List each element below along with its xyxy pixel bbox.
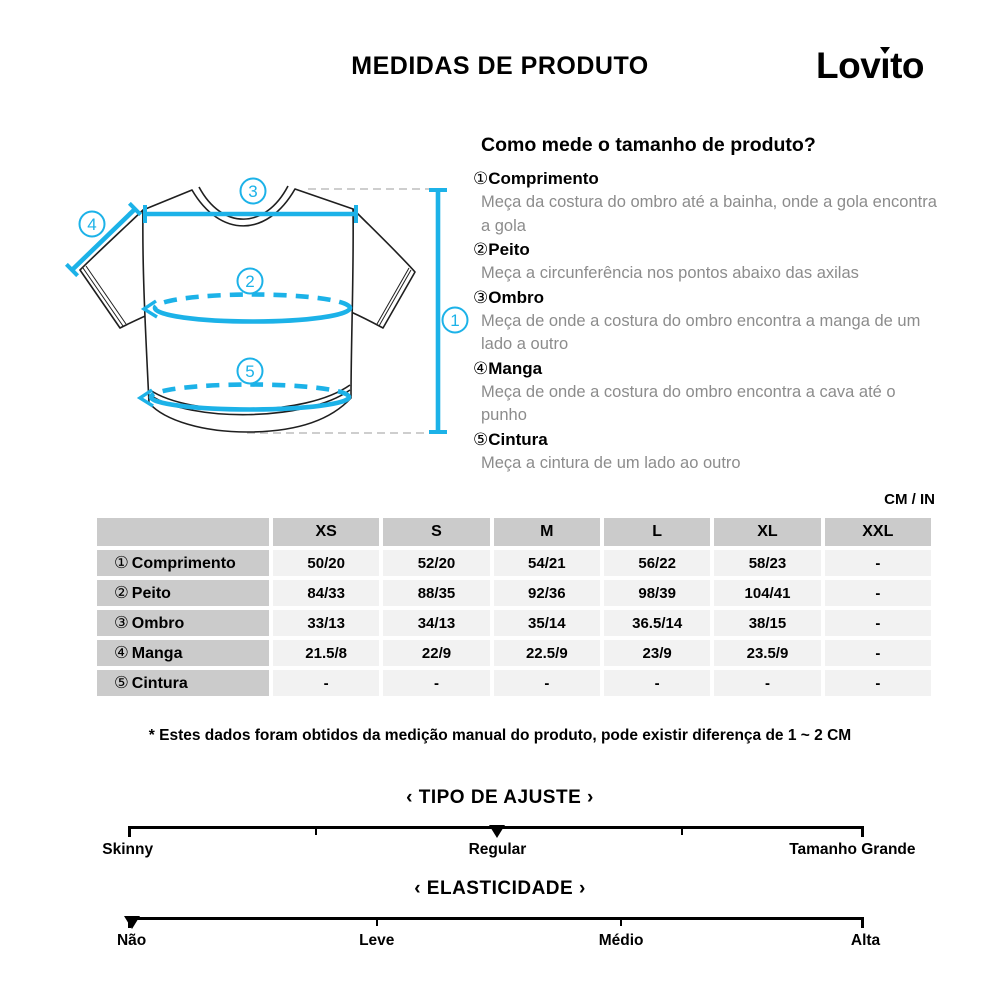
column-header: M — [494, 518, 600, 546]
row-label: Ombro — [131, 615, 185, 632]
size-value-cell: 21.5/8 — [273, 640, 379, 666]
size-table-head — [97, 518, 931, 546]
howto-item-label-line — [473, 286, 941, 310]
size-value-cell: - — [825, 550, 931, 576]
footnote: * Estes dados foram obtidos da medição manual do produto, pode existir diferença de 1 ~ 2 CM — [148, 727, 852, 744]
howto-items — [473, 167, 941, 475]
callout-number: 5 — [245, 362, 255, 381]
table-header-row — [97, 518, 931, 546]
size-value-cell: 23.5/9 — [714, 640, 820, 666]
size-value-cell: - — [825, 640, 931, 666]
slider-label: Médio — [598, 932, 644, 949]
size-table — [93, 514, 935, 700]
diagram-callout-shoulder — [241, 179, 266, 204]
slider-marker-triangle — [489, 825, 505, 838]
slider-tick — [376, 917, 378, 926]
row-number: ② — [114, 584, 129, 602]
slider-title: ‹ ELASTICIDADE › — [414, 878, 586, 899]
slider-label: Skinny — [102, 841, 154, 858]
track-endcap-right — [861, 917, 864, 928]
item-description: Meça da costura do ombro até a bainha, onde a gola encontra a gola — [481, 193, 937, 235]
size-value-cell: 54/21 — [494, 550, 600, 576]
size-value-cell: 23/9 — [604, 640, 710, 666]
row-number: ⑤ — [114, 674, 129, 692]
item-number: ① — [473, 169, 489, 188]
table-row — [97, 610, 931, 636]
item-label: Manga — [488, 358, 543, 378]
item-label: Comprimento — [488, 169, 599, 188]
diagram-callout-chest — [238, 269, 263, 294]
slider-label: Não — [116, 932, 147, 949]
tshirt-right-sleeve — [351, 209, 415, 328]
size-value-cell: - — [273, 670, 379, 696]
howto-item-label-line — [473, 357, 941, 381]
size-value-cell: - — [714, 670, 820, 696]
slider-label: Alta — [850, 932, 881, 949]
size-value-cell: 92/36 — [494, 580, 600, 606]
slider-tick — [681, 826, 683, 835]
howto-item-label-line — [473, 428, 941, 452]
callout-number: 3 — [248, 182, 258, 201]
diagram-callout-sleeve — [80, 212, 105, 237]
slider-fit-type — [0, 786, 1000, 861]
size-value-cell: 36.5/14 — [604, 610, 710, 636]
unit-label: CM / IN — [884, 491, 935, 508]
slider-track — [128, 917, 864, 920]
diagram-callout-length — [443, 308, 468, 333]
column-header: L — [604, 518, 710, 546]
table-row — [97, 550, 931, 576]
size-value-cell: - — [825, 580, 931, 606]
slider-marker-triangle — [124, 916, 140, 929]
howto-item-label-line — [473, 167, 941, 191]
row-number: ③ — [114, 614, 129, 632]
size-value-cell: 104/41 — [714, 580, 820, 606]
item-label: Peito — [488, 240, 530, 259]
column-header: XS — [273, 518, 379, 546]
slider-track — [128, 826, 864, 829]
slider-tick — [620, 917, 622, 926]
row-label-cell — [97, 580, 269, 606]
slider-title: ‹ TIPO DE AJUSTE › — [406, 787, 594, 808]
tshirt-outline — [80, 186, 415, 432]
callout-number: 2 — [245, 272, 255, 291]
brand-logo — [816, 45, 924, 87]
row-label-cell — [97, 550, 269, 576]
slider-label: Leve — [359, 932, 395, 949]
size-value-cell: 98/39 — [604, 580, 710, 606]
measure-length-line — [429, 190, 447, 432]
size-value-cell: 84/33 — [273, 580, 379, 606]
size-value-cell: 33/13 — [273, 610, 379, 636]
brand-logo-i: ı — [880, 45, 891, 86]
size-value-cell: 22/9 — [383, 640, 489, 666]
item-number: ② — [473, 240, 489, 259]
row-label-cell — [97, 670, 269, 696]
size-value-cell: 22.5/9 — [494, 640, 600, 666]
item-label: Ombro — [488, 287, 544, 307]
size-value-cell: 56/22 — [604, 550, 710, 576]
size-value-cell: - — [604, 670, 710, 696]
size-value-cell: - — [825, 670, 931, 696]
row-number: ① — [114, 554, 129, 572]
callout-number: 1 — [450, 311, 460, 330]
size-value-cell: 88/35 — [383, 580, 489, 606]
diagram-callout-waist — [238, 359, 263, 384]
tshirt-body — [143, 189, 353, 432]
page-title: MEDIDAS DE PRODUTO — [351, 52, 649, 80]
item-description: Meça a cintura de um lado ao outro — [481, 453, 741, 472]
slider-labels — [116, 932, 881, 952]
slider-label: Regular — [468, 841, 527, 858]
track-endcap-left — [128, 826, 131, 837]
item-number: ③ — [473, 287, 489, 307]
slider-label: Tamanho Grande — [789, 841, 916, 858]
howto-item — [473, 167, 941, 238]
tshirt-diagram — [60, 160, 480, 455]
slider-labels — [102, 841, 916, 861]
size-value-cell: - — [825, 610, 931, 636]
column-header: S — [383, 518, 489, 546]
item-description: Meça de onde a costura do ombro encontra a cava até o punho — [481, 382, 896, 424]
row-label: Comprimento — [131, 555, 236, 572]
howto-item-label-line — [473, 238, 941, 262]
column-header: XXL — [825, 518, 931, 546]
size-value-cell: - — [383, 670, 489, 696]
row-label: Cintura — [131, 675, 188, 692]
size-value-cell: 50/20 — [273, 550, 379, 576]
row-label-cell — [97, 640, 269, 666]
brand-logo-right: to — [890, 45, 924, 86]
table-row — [97, 640, 931, 666]
howto-item — [473, 428, 941, 476]
size-value-cell: 58/23 — [714, 550, 820, 576]
howto-item — [473, 238, 941, 286]
size-value-cell: 38/15 — [714, 610, 820, 636]
size-table-body — [97, 550, 931, 696]
item-number: ⑤ — [473, 429, 489, 449]
table-row — [97, 670, 931, 696]
size-value-cell: 52/20 — [383, 550, 489, 576]
howto-heading: Como mede o tamanho de produto? — [481, 134, 816, 156]
row-label: Manga — [131, 645, 183, 662]
item-description: Meça de onde a costura do ombro encontra a manga de um lado a outro — [481, 311, 921, 353]
track-endcap-right — [861, 826, 864, 837]
item-description: Meça a circunferência nos pontos abaixo das axilas — [481, 264, 859, 282]
row-number: ④ — [114, 644, 129, 662]
howto-item — [473, 286, 941, 357]
size-value-cell: - — [494, 670, 600, 696]
brand-logo-left: Lov — [816, 45, 881, 86]
table-row — [97, 580, 931, 606]
size-value-cell: 35/14 — [494, 610, 600, 636]
size-value-cell: 34/13 — [383, 610, 489, 636]
slider-tick — [315, 826, 317, 835]
row-label: Peito — [131, 585, 171, 602]
howto-section — [473, 134, 941, 475]
table-corner-cell — [97, 518, 269, 546]
row-label-cell — [97, 610, 269, 636]
slider-elasticity — [0, 877, 1000, 952]
item-label: Cintura — [488, 429, 548, 449]
column-header: XL — [714, 518, 820, 546]
howto-item — [473, 357, 941, 428]
callout-number: 4 — [87, 215, 97, 234]
item-number: ④ — [473, 358, 489, 378]
